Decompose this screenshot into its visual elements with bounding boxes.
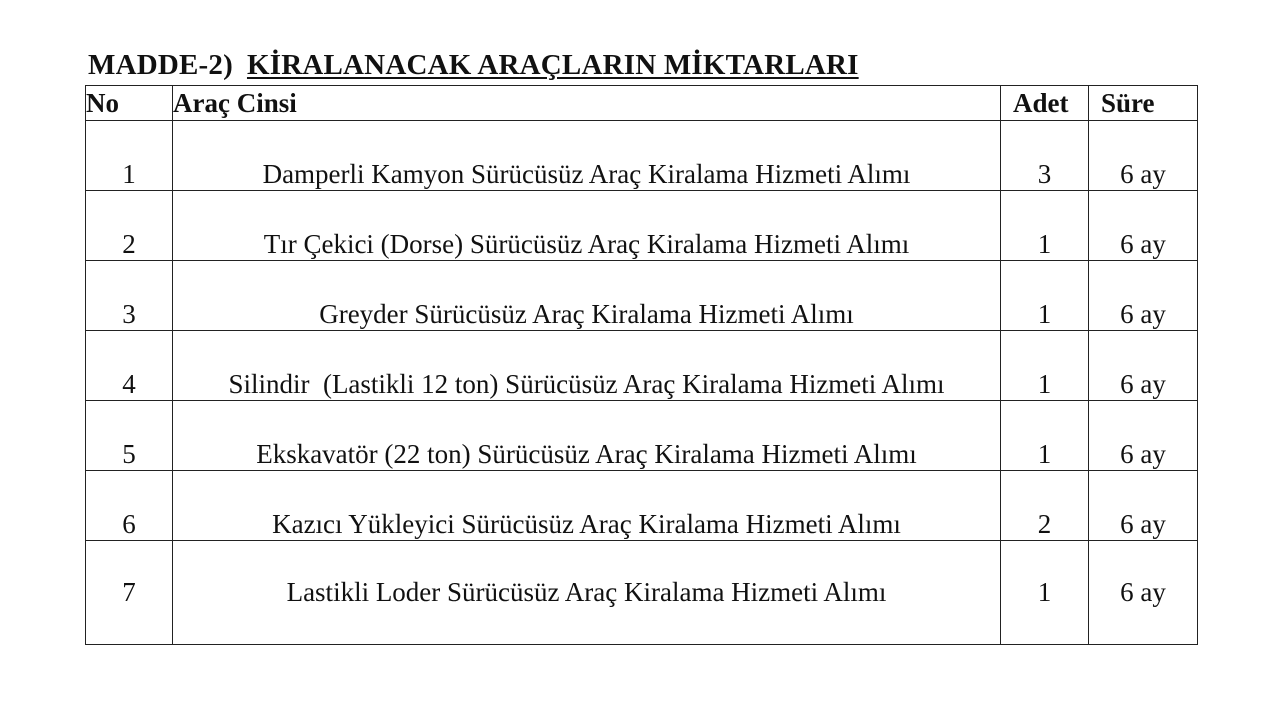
table-row — [86, 541, 1198, 645]
article-heading — [88, 48, 859, 82]
row-count: 2 — [1001, 471, 1089, 541]
table-header-row — [86, 86, 1198, 121]
row-duration: 6 ay — [1089, 261, 1198, 331]
header-count: Adet — [1001, 86, 1089, 121]
row-count: 1 — [1001, 331, 1089, 401]
header-duration: Süre — [1089, 86, 1198, 121]
header-no: No — [86, 86, 173, 121]
row-duration: 6 ay — [1089, 401, 1198, 471]
row-vehicle-type: Tır Çekici (Dorse) Sürücüsüz Araç Kiralama Hizmeti Alımı — [173, 191, 1001, 261]
row-duration: 6 ay — [1089, 121, 1198, 191]
row-no: 6 — [86, 471, 173, 541]
row-duration: 6 ay — [1089, 191, 1198, 261]
row-count: 1 — [1001, 191, 1089, 261]
table-row — [86, 191, 1198, 261]
table-row — [86, 471, 1198, 541]
row-vehicle-type: Ekskavatör (22 ton) Sürücüsüz Araç Kiralama Hizmeti Alımı — [173, 401, 1001, 471]
row-no: 1 — [86, 121, 173, 191]
row-vehicle-type: Damperli Kamyon Sürücüsüz Araç Kiralama Hizmeti Alımı — [173, 121, 1001, 191]
row-duration: 6 ay — [1089, 541, 1198, 645]
row-no: 5 — [86, 401, 173, 471]
row-no: 3 — [86, 261, 173, 331]
row-duration: 6 ay — [1089, 471, 1198, 541]
row-count: 3 — [1001, 121, 1089, 191]
row-count: 1 — [1001, 401, 1089, 471]
table-row — [86, 121, 1198, 191]
table-row — [86, 261, 1198, 331]
row-vehicle-type: Silindir (Lastikli 12 ton) Sürücüsüz Araç Kiralama Hizmeti Alımı — [173, 331, 1001, 401]
row-no: 4 — [86, 331, 173, 401]
row-no: 7 — [86, 541, 173, 645]
row-vehicle-type: Greyder Sürücüsüz Araç Kiralama Hizmeti Alımı — [173, 261, 1001, 331]
row-vehicle-type: Lastikli Loder Sürücüsüz Araç Kiralama Hizmeti Alımı — [173, 541, 1001, 645]
table-row — [86, 331, 1198, 401]
row-no: 2 — [86, 191, 173, 261]
vehicle-quantity-table — [85, 85, 1198, 645]
article-title: KİRALANACAK ARAÇLARIN MİKTARLARI — [246, 49, 859, 81]
row-vehicle-type: Kazıcı Yükleyici Sürücüsüz Araç Kiralama Hizmeti Alımı — [173, 471, 1001, 541]
article-number: MADDE-2) — [88, 49, 233, 81]
row-count: 1 — [1001, 541, 1089, 645]
row-duration: 6 ay — [1089, 331, 1198, 401]
table-row — [86, 401, 1198, 471]
header-vehicle-type: Araç Cinsi — [173, 86, 1001, 121]
row-count: 1 — [1001, 261, 1089, 331]
